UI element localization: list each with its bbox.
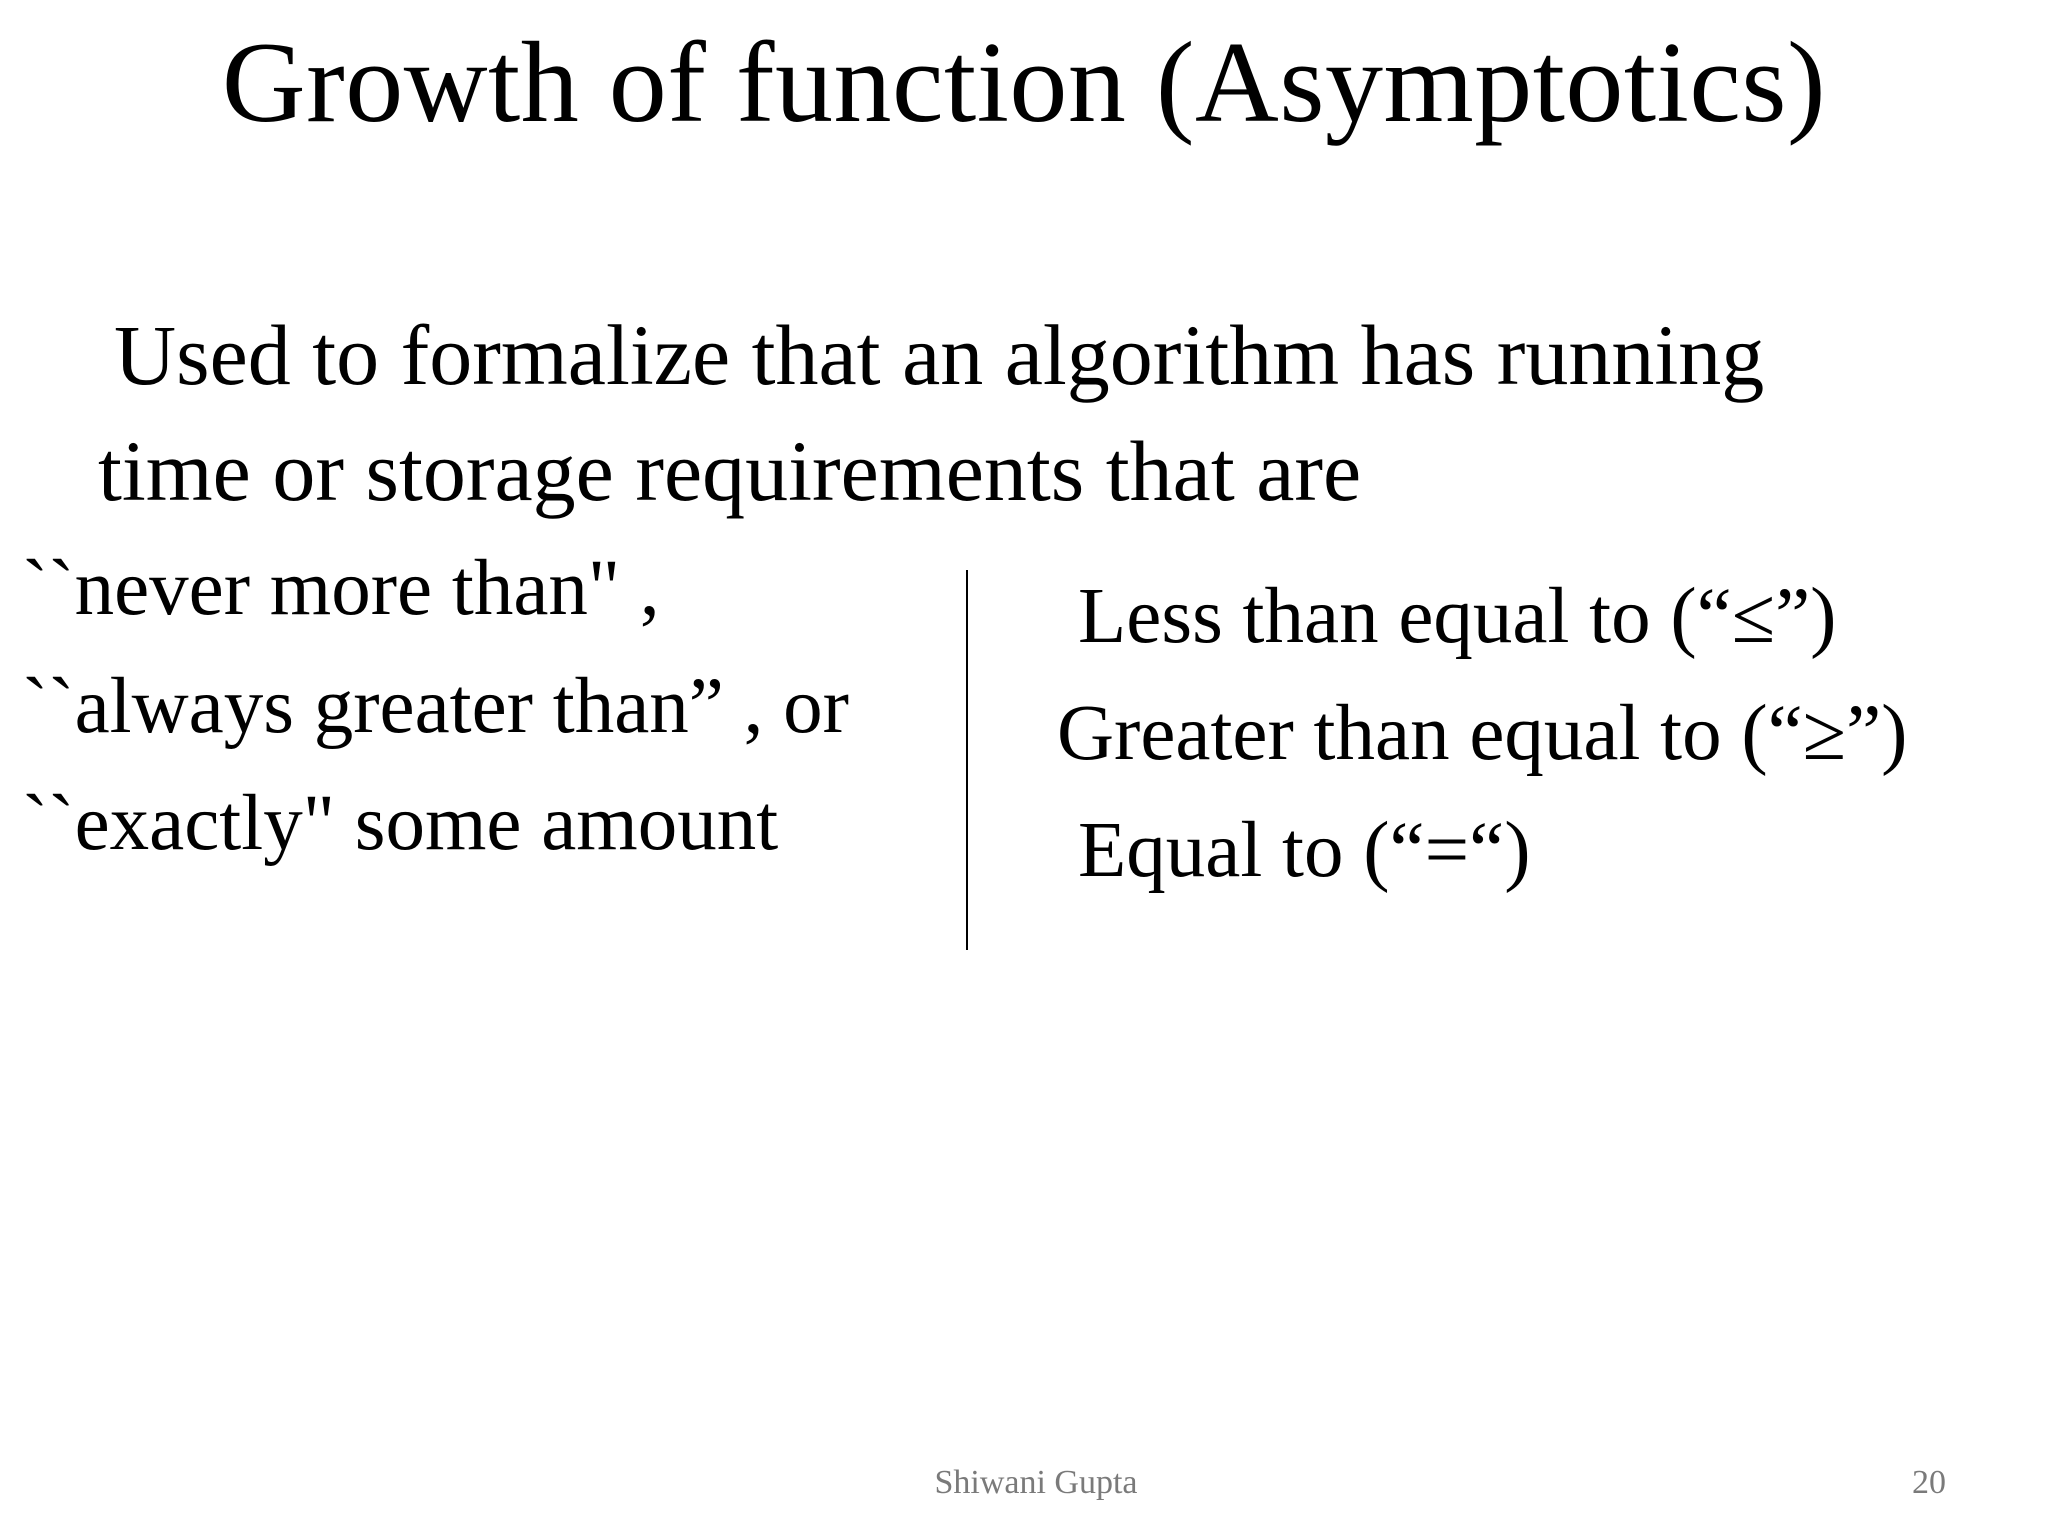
relation-equal: Equal to (“=“) <box>1078 807 1531 894</box>
phrase-exactly: ``exactly" some amount <box>22 780 779 867</box>
relation-greater-than-equal: Greater than equal to (“≥”) <box>1057 690 1908 777</box>
vertical-divider <box>966 570 968 950</box>
intro-text-line-2: time or storage requirements that are <box>98 423 1362 519</box>
slide-number: 20 <box>1912 1464 1946 1501</box>
footer-author: Shiwani Gupta <box>934 1464 1138 1501</box>
intro-text-line-1: Used to formalize that an algorithm has running <box>114 307 1765 403</box>
relation-less-than-equal: Less than equal to (“≤”) <box>1078 573 1837 660</box>
slide-title: Growth of function (Asymptotics) <box>221 19 1827 147</box>
phrase-always-greater-than: ``always greater than” , or <box>22 663 849 750</box>
phrase-never-more-than: ``never more than" , <box>22 545 660 632</box>
